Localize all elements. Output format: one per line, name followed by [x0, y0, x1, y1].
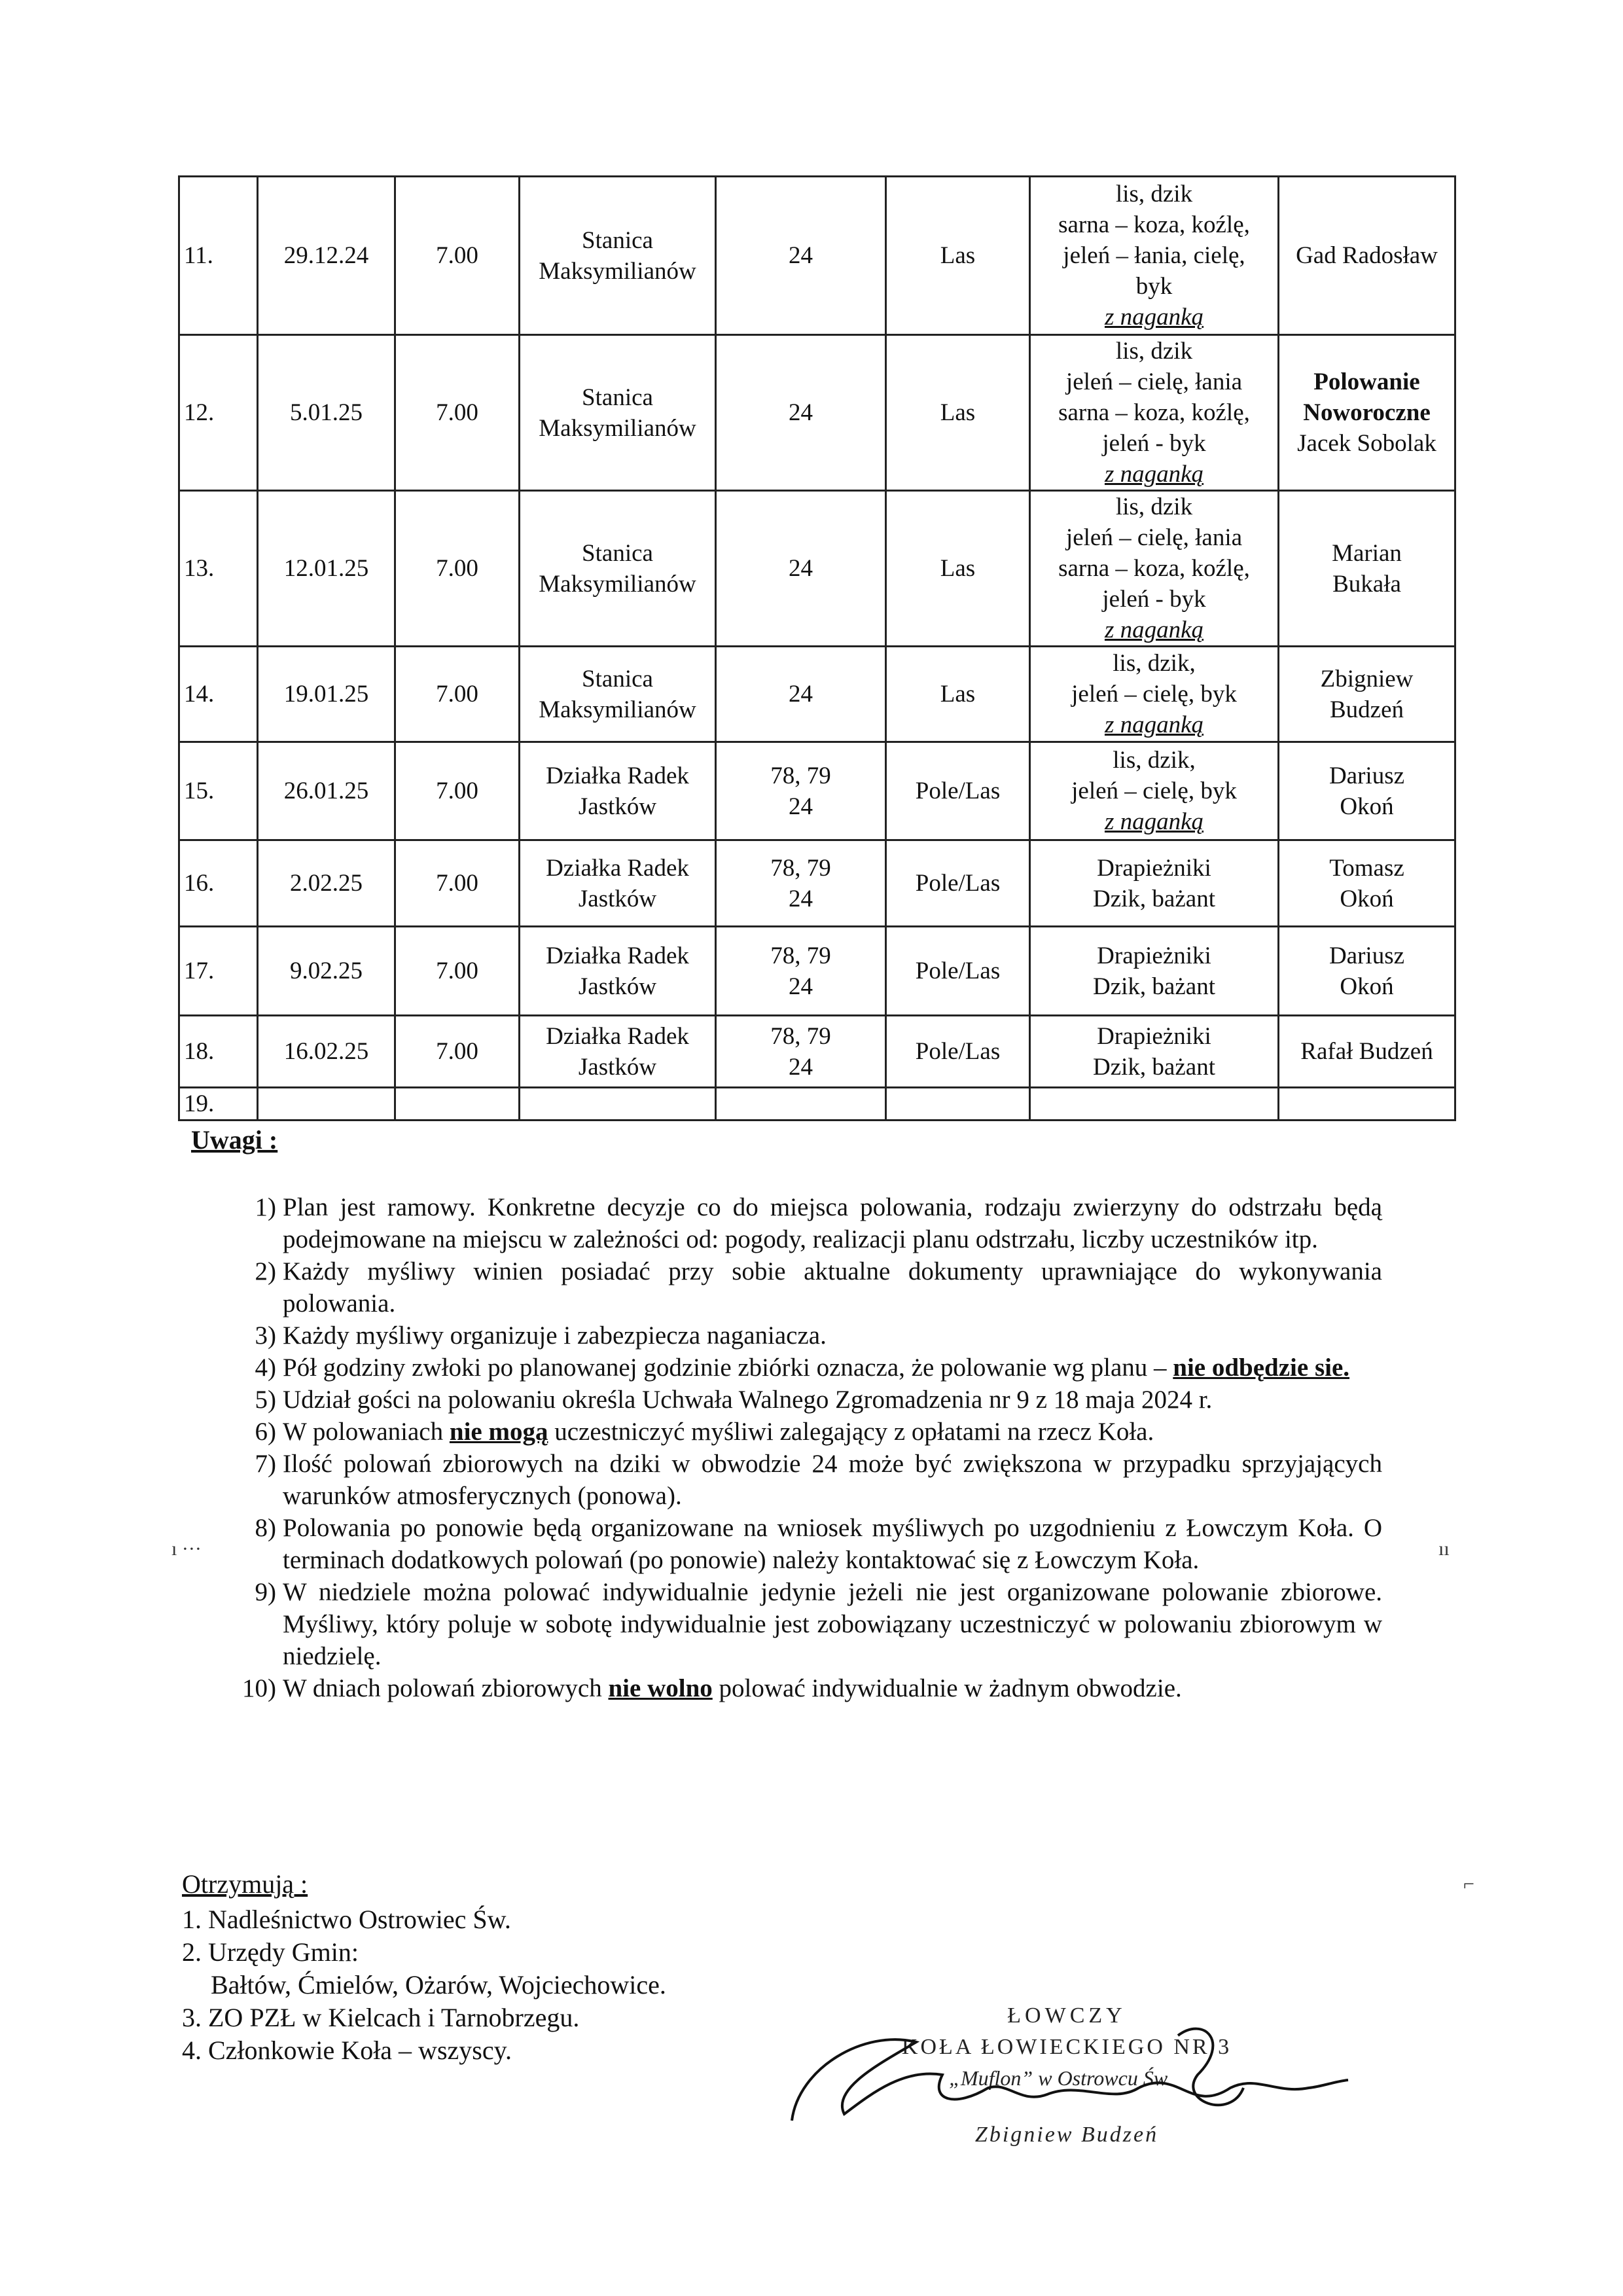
note-number: 1)	[255, 1193, 276, 1221]
leader-cell	[1279, 742, 1455, 840]
time-cell	[395, 1088, 520, 1121]
terrain-cell: Las	[886, 647, 1030, 742]
note-text: Udział gości na polowaniu określa Uchwała Walnego Zgromadzenia nr 9 z 18 maja 2024 r.	[283, 1386, 1213, 1414]
date-cell: 16.02.25	[258, 1016, 395, 1088]
time-cell: 7.00	[395, 840, 520, 927]
time-cell: 7.00	[395, 335, 520, 491]
margin-mark-left: ı ···	[171, 1538, 202, 1560]
table-row	[179, 742, 1455, 840]
place-cell	[520, 1088, 716, 1121]
district-cell: 78, 79 24	[716, 742, 886, 840]
table-row	[179, 840, 1455, 927]
district-cell: 78, 79 24	[716, 840, 886, 927]
time-cell: 7.00	[395, 177, 520, 335]
place-cell: Stanica Maksymilianów	[520, 491, 716, 647]
game-species: lis, dzik jeleń – cielę, łania sarna – koza, koźlę, jeleń - byk	[1058, 338, 1250, 457]
game-cell	[1030, 177, 1279, 335]
note-text: Każdy myśliwy winien posiadać przy sobie aktualne dokumenty uprawniające do wykonywania polowania.	[283, 1257, 1382, 1318]
game-species: lis, dzik jeleń – cielę, łania sarna – koza, koźlę, jeleń - byk	[1058, 493, 1250, 613]
date-cell: 5.01.25	[258, 335, 395, 491]
stamp-line-2: KOŁA ŁOWIECKIEGO NR 3	[901, 2035, 1232, 2059]
leader-name: Marian Bukała	[1332, 539, 1402, 598]
notes-list	[242, 1191, 1382, 1704]
note-item	[255, 1319, 1382, 1352]
note-text: W niedziele można polować indywidualnie jedynie jeżeli nie jest organizowane polowanie zbiorowe. Myśliwy, który poluje w sobotę indywidualnie jest zobowiązany uczestniczyć w polowaniu zbiorowym w niedzielę.	[283, 1578, 1382, 1670]
notes-heading: Uwagi :	[191, 1125, 278, 1155]
note-item	[255, 1416, 1382, 1448]
recipients-heading: Otrzymują :	[182, 1869, 308, 1899]
game-cell	[1030, 491, 1279, 647]
terrain-cell: Las	[886, 177, 1030, 335]
margin-mark-corner: ⌐	[1463, 1873, 1474, 1895]
terrain-cell: Pole/Las	[886, 927, 1030, 1016]
recipient-item: 2. Urzędy Gmin:	[182, 1937, 359, 1967]
terrain-cell: Pole/Las	[886, 742, 1030, 840]
place-cell: Działka Radek Jastków	[520, 840, 716, 927]
row-number-cell: 15.	[179, 742, 258, 840]
date-cell: 12.01.25	[258, 491, 395, 647]
leader-name: Zbigniew Budzeń	[1320, 665, 1414, 723]
note-text: Ilość polowań zbiorowych na dziki w obwodzie 24 może być zwiększona w przypadku sprzyjających warunków atmosferycznych (ponowa).	[283, 1450, 1382, 1510]
note-text: Każdy myśliwy organizuje i zabezpiecza naganiacza.	[283, 1321, 827, 1350]
leader-cell	[1279, 840, 1455, 927]
note-text: W polowaniach	[283, 1418, 450, 1446]
leader-name: Rafał Budzeń	[1300, 1038, 1433, 1065]
game-cell	[1030, 647, 1279, 742]
game-species: Drapieżniki Dzik, bażant	[1093, 942, 1215, 1000]
table-row	[179, 1016, 1455, 1088]
note-item	[255, 1255, 1382, 1319]
margin-mark-right: ıı	[1438, 1538, 1450, 1560]
leader-cell	[1279, 927, 1455, 1016]
game-cell	[1030, 1016, 1279, 1088]
place-cell: Stanica Maksymilianów	[520, 335, 716, 491]
game-cell	[1030, 840, 1279, 927]
note-number: 2)	[255, 1257, 276, 1285]
game-species: lis, dzik, jeleń – cielę, byk	[1071, 747, 1237, 804]
place-cell: Działka Radek Jastków	[520, 1016, 716, 1088]
terrain-cell: Pole/Las	[886, 840, 1030, 927]
note-number: 3)	[255, 1321, 276, 1350]
note-text: uczestniczyć myśliwi zalegający z opłatami na rzecz Koła.	[548, 1418, 1154, 1446]
leader-name: Tomasz Okoń	[1329, 854, 1404, 912]
place-cell: Działka Radek Jastków	[520, 927, 716, 1016]
game-cell	[1030, 1088, 1279, 1121]
date-cell: 9.02.25	[258, 927, 395, 1016]
note-number: 9)	[255, 1578, 276, 1606]
note-item	[255, 1352, 1382, 1384]
row-number-cell: 16.	[179, 840, 258, 927]
table-row	[179, 1088, 1455, 1121]
terrain-cell	[886, 1088, 1030, 1121]
note-item	[255, 1191, 1382, 1255]
table-row	[179, 177, 1455, 335]
recipient-item: 1. Nadleśnictwo Ostrowiec Św.	[182, 1905, 511, 1934]
table-row	[179, 647, 1455, 742]
game-cell	[1030, 335, 1279, 491]
note-item	[242, 1672, 1382, 1704]
table-row	[179, 335, 1455, 491]
note-number: 4)	[255, 1354, 276, 1382]
signature-stamp	[772, 1990, 1361, 2160]
recipient-item: 3. ZO PZŁ w Kielcach i Tarnobrzegu.	[182, 2003, 580, 2032]
note-number: 7)	[255, 1450, 276, 1478]
date-cell: 29.12.24	[258, 177, 395, 335]
beater-note: z naganką	[1104, 711, 1204, 738]
place-cell: Stanica Maksymilianów	[520, 177, 716, 335]
beater-note: z naganką	[1104, 808, 1204, 835]
district-cell: 24	[716, 491, 886, 647]
game-cell	[1030, 927, 1279, 1016]
date-cell: 26.01.25	[258, 742, 395, 840]
stamp-line-1: ŁOWCZY	[1007, 2003, 1126, 2028]
district-cell: 78, 79 24	[716, 927, 886, 1016]
note-text: Pół godziny zwłoki po planowanej godzinie zbiórki oznacza, że polowanie wg planu –	[283, 1354, 1173, 1382]
schedule-rows	[179, 177, 1455, 1121]
beater-note: z naganką	[1104, 461, 1204, 488]
stamp-name: Zbigniew Budzeń	[974, 2123, 1159, 2147]
leader-cell	[1279, 1016, 1455, 1088]
leader-cell	[1279, 335, 1455, 491]
district-cell: 24	[716, 177, 886, 335]
time-cell: 7.00	[395, 742, 520, 840]
note-item	[255, 1384, 1382, 1416]
row-number-cell: 19.	[179, 1088, 258, 1121]
district-cell	[716, 1088, 886, 1121]
table-row	[179, 491, 1455, 647]
note-item	[255, 1512, 1382, 1576]
hunting-schedule-table	[178, 175, 1456, 1121]
note-text: Polowania po ponowie będą organizowane na wniosek myśliwych po uzgodnieniu z Łowczym Koła. O terminach dodatkowych polowań (po ponowie) należy kontaktować się z Łowczym Koła.	[283, 1514, 1382, 1574]
terrain-cell: Las	[886, 491, 1030, 647]
note-item	[255, 1576, 1382, 1672]
row-number-cell: 18.	[179, 1016, 258, 1088]
row-number-cell: 14.	[179, 647, 258, 742]
leader-cell	[1279, 647, 1455, 742]
game-cell	[1030, 742, 1279, 840]
note-number: 6)	[255, 1418, 276, 1446]
district-cell: 24	[716, 647, 886, 742]
note-emphasis: nie wolno	[608, 1674, 713, 1702]
time-cell: 7.00	[395, 927, 520, 1016]
leader-name: Jacek Sobolak	[1297, 430, 1436, 457]
row-number-cell: 17.	[179, 927, 258, 1016]
note-text: Plan jest ramowy. Konkretne decyzje co do miejsca polowania, rodzaju zwierzyny do odstrzału będą podejmowane na miejscu w zależności od: pogody, realizacji planu odstrzału, liczby uczestników itp.	[283, 1193, 1382, 1253]
note-emphasis: nie odbędzie sie.	[1173, 1354, 1350, 1382]
beater-note: z naganką	[1104, 617, 1204, 643]
leader-cell	[1279, 491, 1455, 647]
place-cell: Działka Radek Jastków	[520, 742, 716, 840]
event-name: Polowanie Noworoczne	[1303, 368, 1431, 426]
table-row	[179, 927, 1455, 1016]
row-number-cell: 13.	[179, 491, 258, 647]
leader-name: Gad Radosław	[1296, 242, 1438, 269]
game-species: lis, dzik sarna – koza, koźlę, jeleń – łania, cielę, byk	[1058, 181, 1250, 300]
recipients-list	[182, 1903, 666, 2067]
date-cell	[258, 1088, 395, 1121]
stamp-line-3: „Muflon” w Ostrowcu Św.	[949, 2066, 1171, 2090]
place-cell: Stanica Maksymilianów	[520, 647, 716, 742]
date-cell: 19.01.25	[258, 647, 395, 742]
leader-cell	[1279, 1088, 1455, 1121]
note-item	[255, 1448, 1382, 1512]
time-cell: 7.00	[395, 1016, 520, 1088]
game-species: Drapieżniki Dzik, bażant	[1093, 854, 1215, 912]
note-text: polować indywidualnie w żadnym obwodzie.	[712, 1674, 1182, 1702]
date-cell: 2.02.25	[258, 840, 395, 927]
leader-cell	[1279, 177, 1455, 335]
leader-name: Dariusz Okoń	[1329, 762, 1405, 820]
note-text: W dniach polowań zbiorowych	[283, 1674, 609, 1702]
recipient-item: Bałtów, Ćmielów, Ożarów, Wojciechowice.	[211, 1970, 666, 2000]
note-emphasis: nie mogą	[449, 1418, 548, 1446]
district-cell: 24	[716, 335, 886, 491]
game-species: lis, dzik, jeleń – cielę, byk	[1071, 650, 1237, 708]
leader-name: Dariusz Okoń	[1329, 942, 1405, 1000]
time-cell: 7.00	[395, 647, 520, 742]
note-number: 5)	[255, 1386, 276, 1414]
row-number-cell: 12.	[179, 335, 258, 491]
time-cell: 7.00	[395, 491, 520, 647]
game-species: Drapieżniki Dzik, bażant	[1093, 1022, 1215, 1081]
note-number: 10)	[242, 1674, 276, 1702]
terrain-cell: Las	[886, 335, 1030, 491]
beater-note: z naganką	[1104, 304, 1204, 331]
terrain-cell: Pole/Las	[886, 1016, 1030, 1088]
recipient-item: 4. Członkowie Koła – wszyscy.	[182, 2036, 512, 2065]
district-cell: 78, 79 24	[716, 1016, 886, 1088]
note-number: 8)	[255, 1514, 276, 1542]
row-number-cell: 11.	[179, 177, 258, 335]
